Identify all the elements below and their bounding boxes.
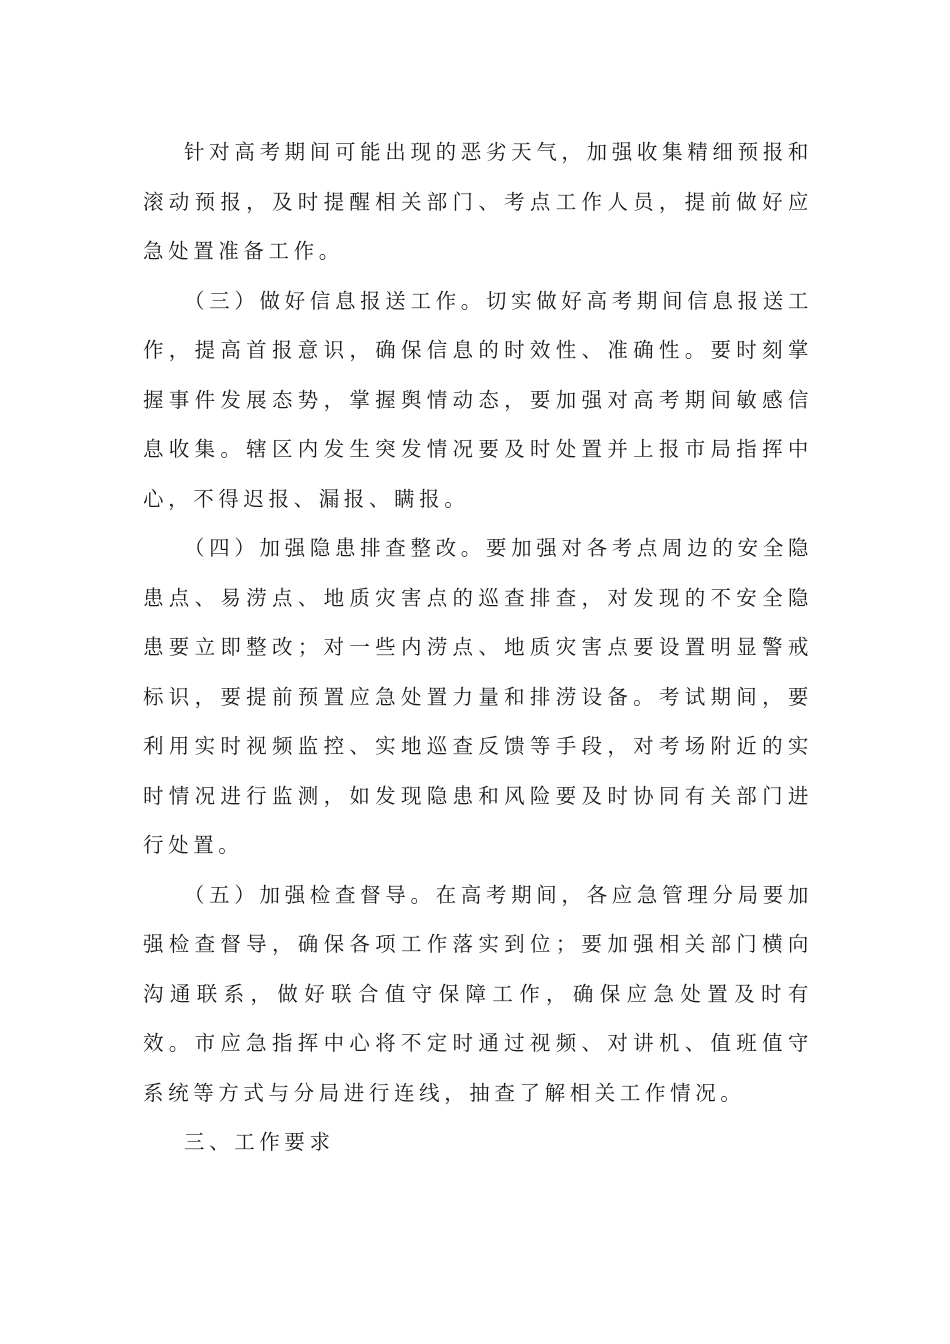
section-heading-work-requirements: 三、工作要求 bbox=[184, 1130, 335, 1154]
paragraph-supervision: （五）加强检查督导。在高考期间，各应急管理分局要加强检查督导，确保各项工作落实到位；要加强相关部门横向沟通联系，做好联合值守保障工作，确保应急处置及时有效。市应急指挥中心将不定时通过视频、对讲机、值班值守系统等方式与分局进行连线，抽查了解相关工作情况。 bbox=[143, 882, 813, 1105]
paragraph-hazard-inspection: （四）加强隐患排查整改。要加强对各考点周边的安全隐患点、易涝点、地质灾害点的巡查排查，对发现的不安全隐患要立即整改；对一些内涝点、地质灾害点要设置明显警戒标识，要提前预置应急处置力量和排涝设备。考试期间，要利用实时视频监控、实地巡查反馈等手段，对考场附近的实时情况进行监测，如发现隐患和风险要及时协同有关部门进行处置。 bbox=[143, 536, 813, 857]
paragraph-info-reporting: （三）做好信息报送工作。切实做好高考期间信息报送工作，提高首报意识，确保信息的时效性、准确性。要时刻掌握事件发展态势，掌握舆情动态，要加强对高考期间敏感信息收集。辖区内发生突发情况要及时处置并上报市局指挥中心，不得迟报、漏报、瞒报。 bbox=[143, 288, 813, 511]
document-body bbox=[143, 128, 813, 1168]
paragraph-weather-warning: 针对高考期间可能出现的恶劣天气，加强收集精细预报和滚动预报，及时提醒相关部门、考点工作人员，提前做好应急处置准备工作。 bbox=[143, 140, 813, 263]
